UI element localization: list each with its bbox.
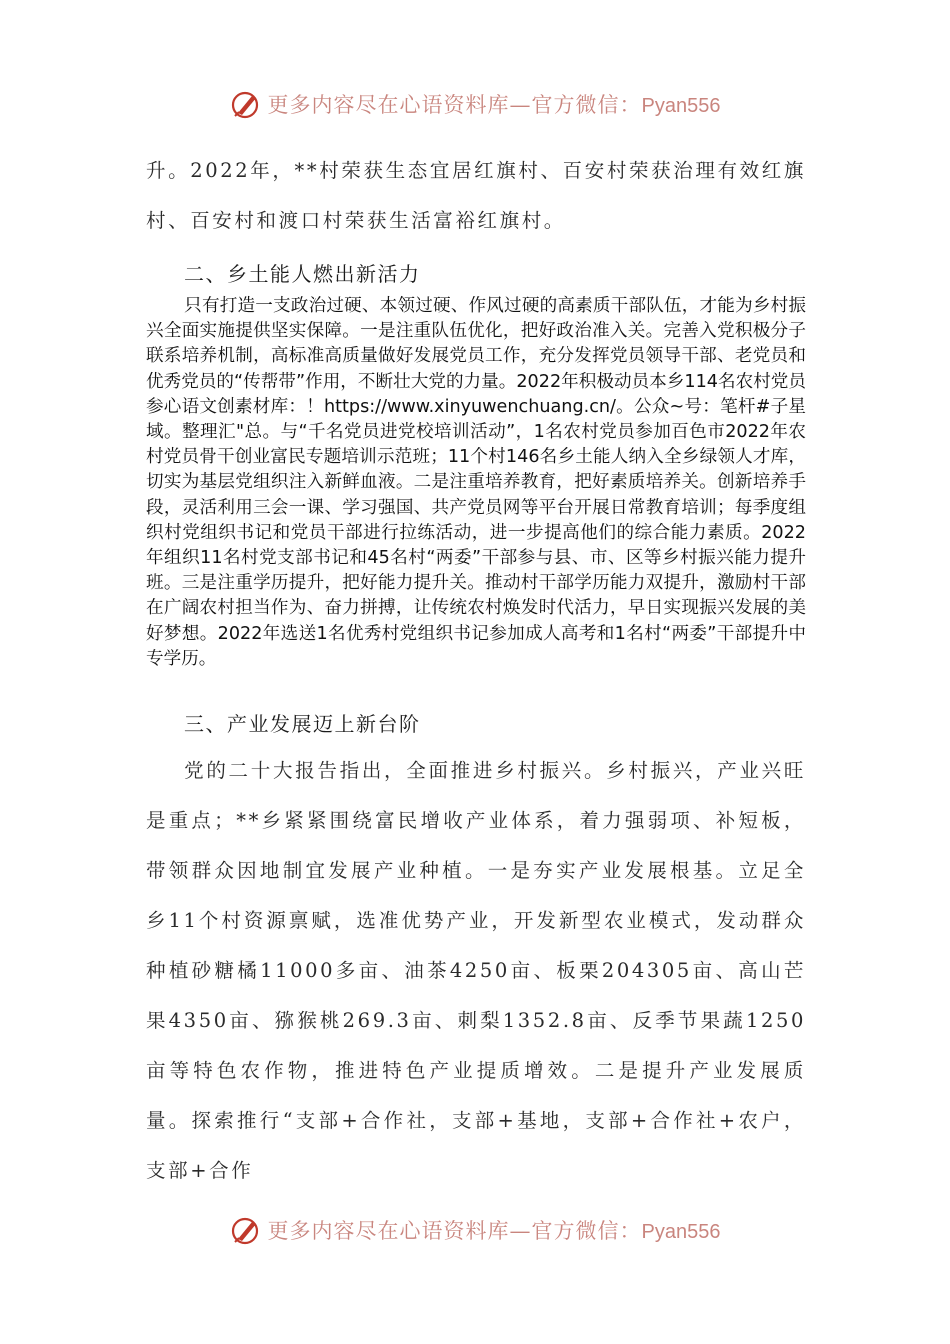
section-heading-3: 三、产业发展迈上新台阶 [184,712,421,736]
watermark-text: 更多内容尽在心语资料库—官方微信：Pyan556 [267,1219,721,1243]
paragraph-section-2: 只有打造一支政治过硬、本领过硬、作风过硬的高素质干部队伍，才能为乡村振兴全面实施提供坚实保障。一是注重队伍优化，把好政治准入关。完善入党积极分子联系培养机制，高标准高质量做好发展党员工作，充分发挥党员领导干部、老党员和优秀党员的“传帮带”作用，不断壮大党的力量。2022年积极动员本乡114名农村党员参心语文创素材库：！https://www.xinyuwenchuang.cn/。公众~号：笔杆#子星域。整理汇"总。与“千名党员进党校培训活动”，1名农村党员参加百色市2022年农村党员骨干创业富民专题培训示范班；11个村146名乡土能人纳入全乡绿领人才库，切实为基层党组织注入新鲜血液。二是注重培养教育，把好素质培养关。创新培养手段，灵活利用三会一课、学习强国、共产党员网等平台开展日常教育培训；每季度组织村党组织书记和党员干部进行拉练活动，进一步提高他们的综合能力素质。2022年组织11名村党支部书记和45名村“两委”干部参与县、市、区等乡村振兴能力提升班。三是注重学历提升，把好能力提升关。推动村干部学历能力双提升，激励村干部在广阔农村担当作为、奋力拼搏，让传统农村焕发时代活力，早日实现振兴发展的美好梦想。2022年选送1名优秀村党组织书记参加成人高考和1名村“两委”干部提升中专学历。 [146,296,806,669]
pen-logo-icon [230,88,262,120]
watermark-text: 更多内容尽在心语资料库—官方微信：Pyan556 [267,93,721,117]
pen-logo-icon [230,1214,262,1246]
paragraph-continued: 升。2022年，**村荣获生态宜居红旗村、百安村荣获治理有效红旗村、百安村和渡口村荣获生活富裕红旗村。 [146,159,806,232]
watermark-banner-top [0,84,950,124]
paragraph-section-3: 党的二十大报告指出，全面推进乡村振兴。乡村振兴，产业兴旺是重点；**乡紧紧围绕富民增收产业体系，着力强弱项、补短板，带领群众因地制宜发展产业种植。一是夯实产业发展根基。立足全乡11个村资源禀赋，选准优势产业，开发新型农业模式，发动群众种植砂糖橘11000多亩、油茶4250亩、板栗204305亩、高山芒果4350亩、猕猴桃269.3亩、刺梨1352.8亩、反季节果蔬1250亩等特色农作物，推进特色产业提质增效。二是提升产业发展质量。探索推行“支部+合作社，支部+基地，支部+合作社+农户，支部+合作 [146,759,806,1182]
watermark-banner-bottom [0,1210,950,1250]
section-heading-2: 二、乡土能人燃出新活力 [184,262,421,286]
